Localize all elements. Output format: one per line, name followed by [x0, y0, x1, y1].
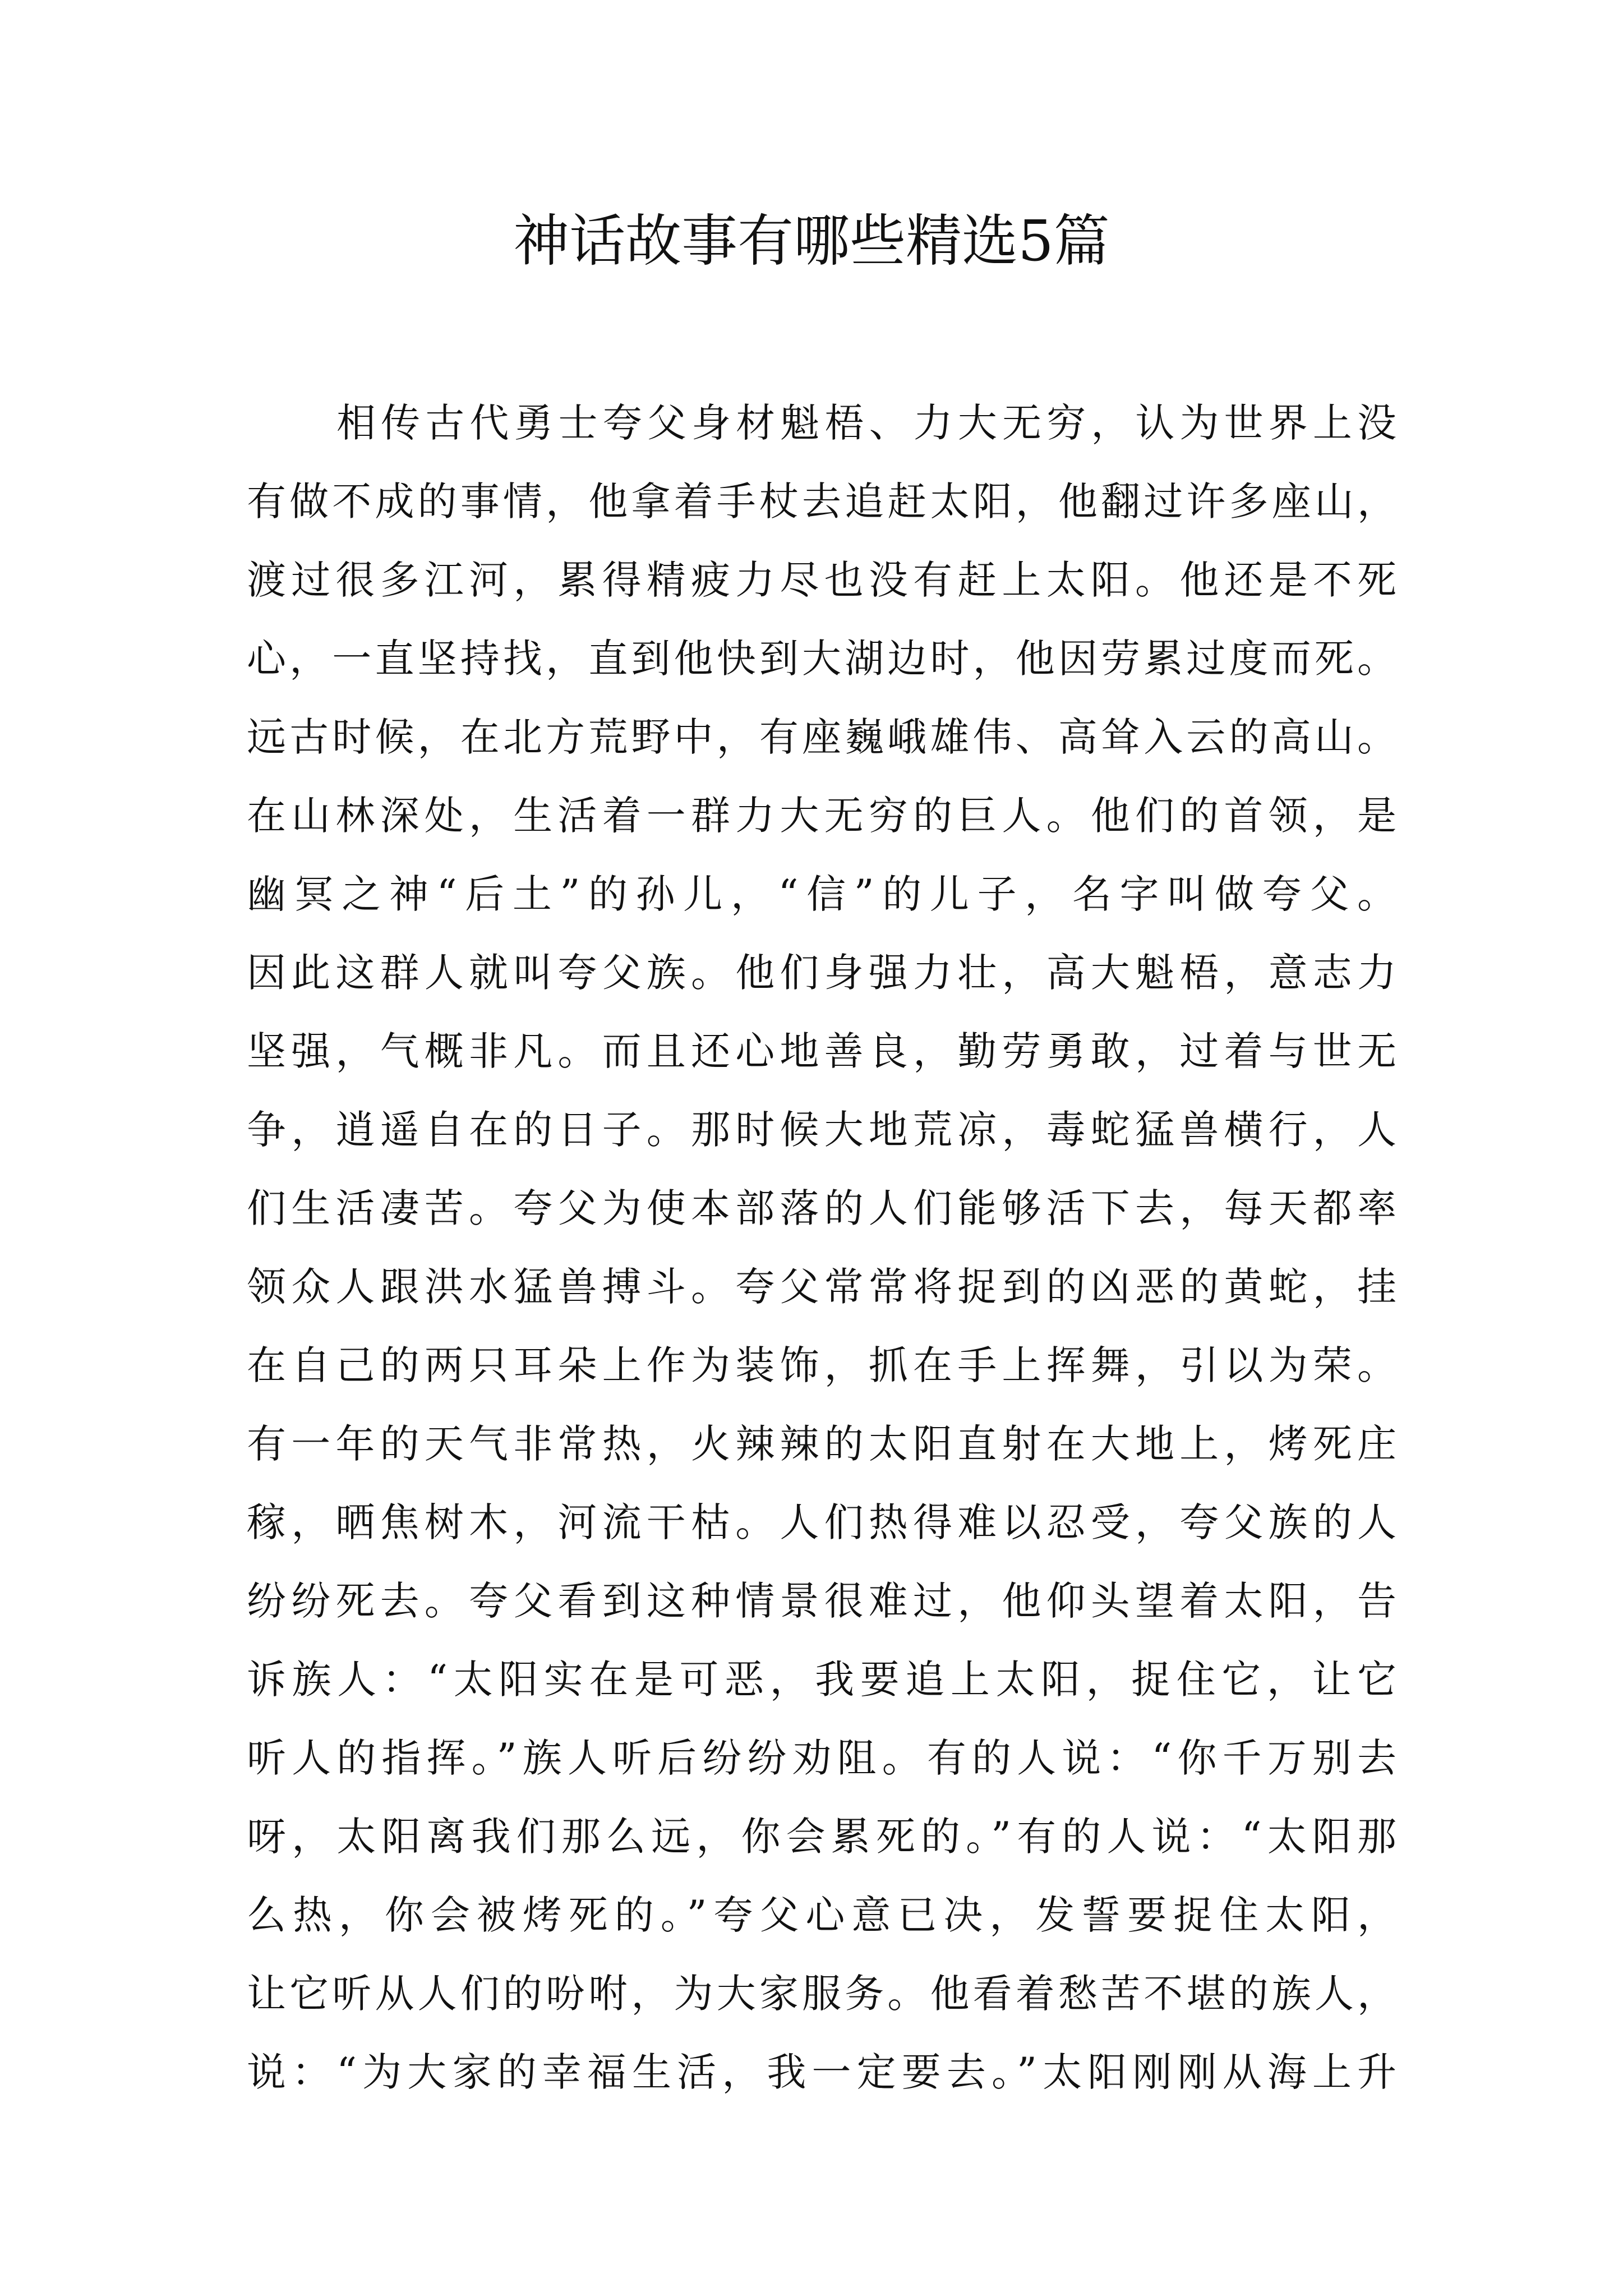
- text-line: 在山林深处，生活着一群力大无穷的巨人。他们的首领，是: [247, 793, 1396, 839]
- text-line: 诉族人：“太阳实在是可恶，我要追上太阳，捉住它，让它: [247, 1657, 1396, 1703]
- text-line: 远古时候，在北方荒野中，有座巍峨雄伟、高耸入云的高山。: [247, 714, 1396, 760]
- article-body: [247, 384, 1396, 2111]
- text-line: 争，逍遥自在的日子。那时候大地荒凉，毒蛇猛兽横行，人: [247, 1107, 1396, 1153]
- text-line: 们生活凄苦。夸父为使本部落的人们能够活下去，每天都率: [247, 1185, 1396, 1231]
- text-line: 因此这群人就叫夸父族。他们身强力壮，高大魁梧，意志力: [247, 950, 1396, 996]
- text-line: 呀，太阳离我们那么远，你会累死的。”有的人说：“太阳那: [247, 1814, 1396, 1860]
- text-line: 在自己的两只耳朵上作为装饰，抓在手上挥舞，引以为荣。: [247, 1342, 1396, 1388]
- text-line: 有做不成的事情，他拿着手杖去追赶太阳，他翻过许多座山，: [247, 478, 1396, 524]
- text-line: 有一年的天气非常热，火辣辣的太阳直射在大地上，烤死庄: [247, 1421, 1396, 1467]
- text-line: 稼，晒焦树木，河流干枯。人们热得难以忍受，夸父族的人: [247, 1499, 1396, 1545]
- text-line: 听人的指挥。”族人听后纷纷劝阻。有的人说：“你千万别去: [247, 1735, 1396, 1781]
- text-line: 心，一直坚持找，直到他快到大湖边时，他因劳累过度而死。: [247, 636, 1396, 682]
- text-line: 么热，你会被烤死的。”夸父心意已决，发誓要捉住太阳，: [247, 1892, 1396, 1938]
- text-line: 幽冥之神“后土”的孙儿，“信”的儿子，名字叫做夸父。: [247, 871, 1396, 917]
- page-title: 神话故事有哪些精选5篇: [513, 208, 1110, 274]
- text-line: 纷纷死去。夸父看到这种情景很难过，他仰头望着太阳，告: [247, 1578, 1396, 1624]
- text-line: 说：“为大家的幸福生活，我一定要去。”太阳刚刚从海上升: [247, 2049, 1396, 2095]
- text-line: 相传古代勇士夸父身材魁梧、力大无穷，认为世界上没: [336, 400, 1396, 446]
- text-line: 让它听从人们的吩咐，为大家服务。他看着愁苦不堪的族人，: [247, 1971, 1396, 2017]
- text-line: 坚强，气概非凡。而且还心地善良，勤劳勇敢，过着与世无: [247, 1028, 1396, 1074]
- text-line: 渡过很多江河，累得精疲力尽也没有赶上太阳。他还是不死: [247, 557, 1396, 603]
- text-line: 领众人跟洪水猛兽搏斗。夸父常常将捉到的凶恶的黄蛇，挂: [247, 1264, 1396, 1310]
